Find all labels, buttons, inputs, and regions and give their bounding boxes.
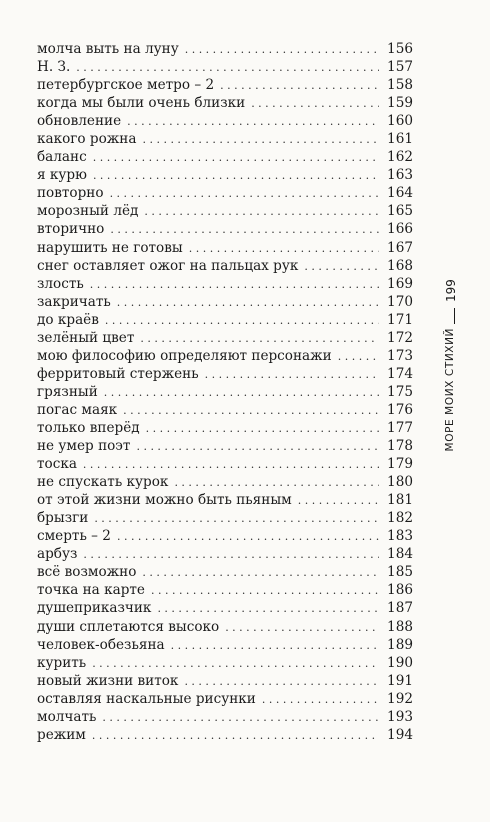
- toc-entry-page: 181: [387, 492, 413, 509]
- toc-entry: [37, 726, 413, 744]
- toc-entry: [37, 239, 413, 257]
- toc-entry-title: я курю: [37, 167, 87, 184]
- toc-dot-leader: [142, 131, 379, 149]
- toc-dot-leader: [93, 167, 379, 185]
- toc-entry-page: 159: [387, 95, 413, 112]
- toc-entry-title: новый жизни виток: [37, 672, 179, 689]
- toc-entry: [37, 708, 413, 726]
- toc-entry: [37, 58, 413, 76]
- toc-entry-title: мою философию определяют персонажи: [37, 347, 332, 364]
- toc-entry: [37, 473, 413, 491]
- toc-entry-page: 158: [387, 77, 413, 94]
- toc-entry-title: грязный: [37, 383, 98, 400]
- toc-entry-page: 185: [387, 564, 413, 581]
- toc-entry: [37, 527, 413, 545]
- toc-entry-title: когда мы были очень близки: [37, 95, 246, 112]
- toc-entry-page: 168: [387, 257, 413, 274]
- toc-entry-page: 162: [387, 149, 413, 166]
- toc-dot-leader: [174, 474, 379, 492]
- toc-entry-page: 191: [387, 672, 413, 689]
- toc-dot-leader: [123, 402, 379, 420]
- toc-entry-title: ферритовый стержень: [37, 365, 199, 382]
- toc-dot-leader: [185, 41, 379, 59]
- toc-entry-page: 194: [387, 726, 413, 743]
- toc-entry-page: 178: [387, 438, 413, 455]
- toc-entry-title: только вперёд: [37, 419, 140, 436]
- toc-entry: [37, 437, 413, 455]
- toc-entry-page: 165: [387, 203, 413, 220]
- toc-dot-leader: [127, 113, 379, 131]
- toc-entry-title: повторно: [37, 185, 104, 202]
- toc-entry-title: баланс: [37, 149, 87, 166]
- toc-entry-title: смерть – 2: [37, 528, 111, 545]
- toc-entry-page: 173: [387, 347, 413, 364]
- toc-entry-page: 156: [387, 41, 413, 57]
- toc-entry: [37, 672, 413, 690]
- toc-entry-page: 183: [387, 528, 413, 545]
- toc-entry-title: какого рожна: [37, 131, 137, 148]
- toc-entry-page: 188: [387, 618, 413, 635]
- toc-entry-title: снег оставляет ожог на пальцах рук: [37, 257, 299, 274]
- toc-entry-title: от этой жизни можно быть пьяным: [37, 492, 292, 509]
- toc-entry-title: тоска: [37, 456, 77, 473]
- toc-entry-title: Н. З.: [37, 59, 71, 76]
- toc-entry-page: 176: [387, 401, 413, 418]
- toc-entry-title: обновление: [37, 113, 122, 130]
- toc-entry: [37, 130, 413, 148]
- toc-entry: [37, 311, 413, 329]
- toc-dot-leader: [298, 492, 379, 510]
- toc-entry-page: 177: [387, 419, 413, 436]
- toc-dot-leader: [251, 95, 379, 113]
- toc-entry-title: зелёный цвет: [37, 329, 135, 346]
- toc-entry-page: 160: [387, 113, 413, 130]
- toc-entry: [37, 419, 413, 437]
- toc-entry: [37, 365, 413, 383]
- toc-entry-title: до краёв: [37, 311, 99, 328]
- toc-entry: [37, 184, 413, 202]
- toc-entry: [37, 275, 413, 293]
- toc-entry: [37, 455, 413, 473]
- toc-entry-title: точка на карте: [37, 582, 145, 599]
- toc-entry: [37, 112, 413, 130]
- toc-dot-leader: [83, 546, 379, 564]
- toc-dot-leader: [117, 294, 379, 312]
- toc-entry-page: 170: [387, 293, 413, 310]
- toc-entry: [37, 40, 413, 58]
- toc-dot-leader: [92, 727, 379, 745]
- toc-dot-leader: [105, 312, 379, 330]
- toc-dot-leader: [90, 276, 379, 294]
- toc-entry-page: 161: [387, 131, 413, 148]
- toc-entry-page: 190: [387, 654, 413, 671]
- toc-dot-leader: [140, 330, 379, 348]
- toc-entry-page: 192: [387, 690, 413, 707]
- toc-entry-page: 175: [387, 383, 413, 400]
- toc-entry-title: не умер поэт: [37, 438, 131, 455]
- toc-dot-leader: [189, 240, 379, 258]
- toc-entry: [37, 329, 413, 347]
- running-header-divider: [454, 308, 455, 324]
- toc-dot-leader: [117, 528, 379, 546]
- toc-dot-leader: [205, 366, 379, 384]
- toc-entry: [37, 618, 413, 636]
- toc-entry-title: брызги: [37, 510, 89, 527]
- toc-dot-leader: [262, 691, 379, 709]
- toc-entry-title: нарушить не готовы: [37, 239, 183, 256]
- toc-entry-title: душеприказчик: [37, 600, 152, 617]
- toc-entry-page: 166: [387, 221, 413, 238]
- toc-entry-page: 157: [387, 59, 413, 76]
- toc-entry-title: петербургское метро – 2: [37, 77, 215, 94]
- toc-dot-leader: [92, 655, 379, 673]
- toc-dot-leader: [157, 600, 379, 618]
- toc-entry: [37, 220, 413, 238]
- toc-dot-leader: [184, 673, 379, 691]
- toc-entry-title: арбуз: [37, 546, 78, 563]
- toc-dot-leader: [102, 709, 379, 727]
- toc-entry-title: режим: [37, 726, 86, 743]
- toc-entry: [37, 636, 413, 654]
- toc-entry-page: 193: [387, 708, 413, 725]
- toc-dot-leader: [225, 619, 379, 637]
- toc-dot-leader: [142, 564, 379, 582]
- toc-dot-leader: [76, 59, 379, 77]
- toc-entry: [37, 401, 413, 419]
- toc-entry-page: 179: [387, 456, 413, 473]
- toc-dot-leader: [338, 348, 379, 366]
- toc-entry-page: 180: [387, 474, 413, 491]
- toc-entry-title: злость: [37, 275, 84, 292]
- toc-entry-title: не спускать курок: [37, 474, 169, 491]
- toc-entry: [37, 76, 413, 94]
- toc-entry: [37, 545, 413, 563]
- toc-entry-title: курить: [37, 654, 87, 671]
- toc-dot-leader: [136, 438, 379, 456]
- toc-entry-title: закричать: [37, 293, 111, 310]
- toc-entry: [37, 383, 413, 401]
- toc-entry-title: молчать: [37, 708, 97, 725]
- toc-dot-leader: [110, 221, 379, 239]
- toc-dot-leader: [151, 582, 379, 600]
- toc-entry-page: 189: [387, 636, 413, 653]
- toc-entry-page: 184: [387, 546, 413, 563]
- toc-entry-title: души сплетаются высоко: [37, 618, 220, 635]
- toc-entry-title: вторично: [37, 221, 105, 238]
- toc-entry: [37, 148, 413, 166]
- toc-entry: [37, 202, 413, 220]
- toc-dot-leader: [83, 456, 379, 474]
- toc-entry: [37, 257, 413, 275]
- toc-entry: [37, 690, 413, 708]
- toc-dot-leader: [144, 203, 379, 221]
- toc-dot-leader: [104, 384, 379, 402]
- toc-dot-leader: [304, 258, 379, 276]
- page-number: 199: [444, 279, 458, 303]
- toc-entry-page: 171: [387, 311, 413, 328]
- toc-dot-leader: [93, 149, 379, 167]
- toc-entry-title: погас маяк: [37, 401, 118, 418]
- toc-dot-leader: [94, 510, 379, 528]
- toc-entry: [37, 94, 413, 112]
- toc-entry-page: 182: [387, 510, 413, 527]
- toc-entry: [37, 563, 413, 581]
- toc-entry: [37, 491, 413, 509]
- toc-entry-title: оставляя наскальные рисунки: [37, 690, 256, 707]
- toc-entry-page: 169: [387, 275, 413, 292]
- toc-entry: [37, 293, 413, 311]
- toc-entry-page: 167: [387, 239, 413, 256]
- toc-entry: [37, 599, 413, 617]
- toc-entry: [37, 347, 413, 365]
- toc-entry: [37, 654, 413, 672]
- toc-dot-leader: [220, 77, 379, 95]
- toc-entry: [37, 509, 413, 527]
- table-of-contents: [37, 40, 413, 744]
- toc-entry-page: 187: [387, 600, 413, 617]
- book-title: МОРЕ МОИХ СТИХИЙ: [444, 328, 456, 452]
- toc-dot-leader: [146, 420, 379, 438]
- toc-entry-title: морозный лёд: [37, 203, 139, 220]
- toc-entry-page: 186: [387, 582, 413, 599]
- toc-dot-leader: [171, 637, 379, 655]
- toc-entry-page: 163: [387, 167, 413, 184]
- toc-entry-title: всё возможно: [37, 564, 137, 581]
- toc-entry: [37, 581, 413, 599]
- toc-entry-page: 174: [387, 365, 413, 382]
- toc-entry-page: 164: [387, 185, 413, 202]
- toc-entry-page: 172: [387, 329, 413, 346]
- running-header: [444, 278, 466, 478]
- toc-entry: [37, 166, 413, 184]
- toc-entry-title: человек-обезьяна: [37, 636, 165, 653]
- toc-dot-leader: [110, 185, 379, 203]
- toc-entry-title: молча выть на луну: [37, 41, 179, 57]
